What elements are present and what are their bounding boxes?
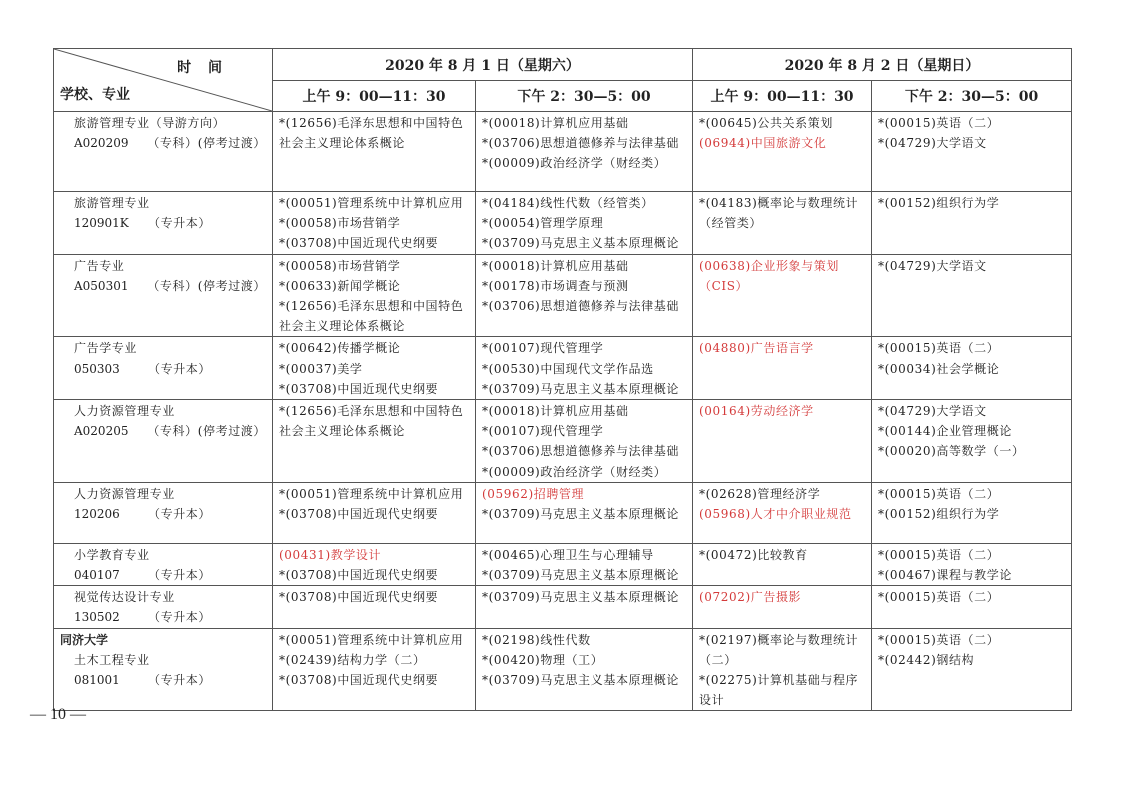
major-code: 050303 xyxy=(74,361,120,376)
course-item: *(03709)马克思主义基本原理概论 xyxy=(482,236,679,251)
course-item-new: (06944)中国旅游文化 xyxy=(699,136,827,151)
course-item: *(12656)毛泽东思想和中国特色社会主义理论体系概论 xyxy=(279,116,464,151)
session-cell xyxy=(273,192,476,255)
session-cell xyxy=(693,400,872,483)
course-item: *(00015)英语（二） xyxy=(878,116,1000,130)
course-item: *(00058)市场营销学 xyxy=(279,216,401,231)
major-name: 小学教育专业 xyxy=(74,547,150,562)
session-cell xyxy=(693,337,872,400)
major-code: 040107 xyxy=(74,568,120,583)
course-item: *(00051)管理系统中计算机应用 xyxy=(279,196,464,210)
course-item: *(04729)大学语文 xyxy=(878,136,987,151)
session-cell xyxy=(476,337,693,400)
course-item: *(00642)传播学概论 xyxy=(279,341,401,356)
course-item: *(03708)中国近现代史纲要 xyxy=(279,590,439,605)
course-item: *(00015)英语（二） xyxy=(878,590,1000,605)
course-item: *(00018)计算机应用基础 xyxy=(482,116,629,130)
course-item-new: (00164)劳动经济学 xyxy=(699,404,814,419)
session-cell xyxy=(476,586,693,628)
course-item: *(03709)马克思主义基本原理概论 xyxy=(482,507,679,522)
course-item: *(02442)钢结构 xyxy=(878,652,975,667)
day-header-aug-2: 2020 年 8 月 2 日（星期日） xyxy=(693,49,1072,81)
major-level: （专升本） xyxy=(148,361,212,376)
table-row xyxy=(54,482,1072,543)
session-header-3: 上午 9：00—11：30 xyxy=(693,81,872,112)
course-item: *(03706)思想道德修养与法律基础 xyxy=(482,299,679,314)
major-name: 土木工程专业 xyxy=(74,652,150,667)
major-name: 人力资源管理专业 xyxy=(74,404,175,419)
course-item: *(12656)毛泽东思想和中国特色社会主义理论体系概论 xyxy=(279,404,464,439)
session-cell xyxy=(273,112,476,192)
course-item-new: (05962)招聘管理 xyxy=(482,486,585,501)
session-header-2: 下午 2：30—5：00 xyxy=(476,81,693,112)
major-code: A050301 xyxy=(74,278,129,293)
course-item-new: (07202)广告摄影 xyxy=(699,590,802,605)
major-cell xyxy=(54,254,273,337)
major-code: 120206 xyxy=(74,507,120,522)
course-item: *(02439)结构力学（二） xyxy=(279,652,426,667)
major-name: 视觉传达设计专业 xyxy=(74,590,175,605)
session-header-1: 上午 9：00—11：30 xyxy=(273,81,476,112)
table-row xyxy=(54,400,1072,483)
course-item: *(02197)概率论与数理统计（二） xyxy=(699,632,859,667)
major-code: 130502 xyxy=(74,610,120,625)
corner-time-label: 时 间 xyxy=(177,60,228,76)
session-cell xyxy=(273,400,476,483)
course-item: *(02628)管理经济学 xyxy=(699,486,821,501)
major-cell xyxy=(54,586,273,628)
major-level: （专升本） xyxy=(148,568,212,583)
table-row xyxy=(54,337,1072,400)
course-item: *(00009)政治经济学（财经类） xyxy=(482,464,667,479)
session-cell xyxy=(476,543,693,585)
session-cell xyxy=(872,543,1072,585)
course-item: *(03708)中国近现代史纲要 xyxy=(279,673,439,688)
session-cell xyxy=(476,400,693,483)
course-item: *(00144)企业管理概论 xyxy=(878,424,1012,439)
course-item: *(00020)高等数学（一） xyxy=(878,444,1025,459)
course-item: *(02198)线性代数 xyxy=(482,632,591,647)
session-cell xyxy=(872,586,1072,628)
course-item: *(12656)毛泽东思想和中国特色社会主义理论体系概论 xyxy=(279,299,464,334)
course-item: *(03709)马克思主义基本原理概论 xyxy=(482,673,679,688)
session-header-4: 下午 2：30—5：00 xyxy=(872,81,1072,112)
course-item: *(00645)公共关系策划 xyxy=(699,116,833,130)
course-item: *(00018)计算机应用基础 xyxy=(482,404,629,419)
session-cell xyxy=(693,586,872,628)
major-code: 081001 xyxy=(74,673,120,688)
major-level: （专科）(停考过渡） xyxy=(147,278,266,293)
major-level: （专升本） xyxy=(148,610,212,625)
session-cell xyxy=(476,482,693,543)
corner-school-label: 学校、专业 xyxy=(60,87,130,103)
page-number: — 10 — xyxy=(30,706,86,723)
session-cell xyxy=(872,482,1072,543)
session-cell xyxy=(476,192,693,255)
course-item: *(00467)课程与教学论 xyxy=(878,568,1012,583)
exam-schedule-table xyxy=(53,48,1072,711)
course-item: *(00015)英语（二） xyxy=(878,547,1000,562)
major-level: （专升本） xyxy=(148,673,212,688)
course-item: *(03706)思想道德修养与法律基础 xyxy=(482,136,679,151)
course-item: *(03708)中国近现代史纲要 xyxy=(279,236,439,251)
session-cell xyxy=(476,628,693,711)
course-item: *(03708)中国近现代史纲要 xyxy=(279,507,439,522)
major-cell xyxy=(54,482,273,543)
course-item: *(03709)马克思主义基本原理概论 xyxy=(482,381,679,396)
course-item: *(03706)思想道德修养与法律基础 xyxy=(482,444,679,459)
course-item: *(00051)管理系统中计算机应用 xyxy=(279,486,464,501)
course-item-new: (04880)广告语言学 xyxy=(699,341,814,356)
session-cell xyxy=(476,254,693,337)
course-item-new: (00638)企业形象与策划（CIS） xyxy=(699,258,839,293)
session-cell xyxy=(872,112,1072,192)
session-cell xyxy=(693,543,872,585)
course-item: *(00015)英语（二） xyxy=(878,632,1000,647)
course-item: *(04729)大学语文 xyxy=(878,258,987,273)
table-row xyxy=(54,586,1072,628)
course-item: *(00465)心理卫生与心理辅导 xyxy=(482,547,654,562)
course-item: *(00420)物理（工） xyxy=(482,652,604,667)
major-code: A020209 xyxy=(74,136,129,151)
table-row xyxy=(54,543,1072,585)
major-cell xyxy=(54,400,273,483)
session-cell xyxy=(693,192,872,255)
table-row xyxy=(54,192,1072,255)
course-item: *(00037)美学 xyxy=(279,361,363,376)
course-item: *(02275)计算机基础与程序设计 xyxy=(699,673,859,708)
course-item: *(03709)马克思主义基本原理概论 xyxy=(482,568,679,583)
major-name: 人力资源管理专业 xyxy=(74,486,175,501)
course-item: *(03709)马克思主义基本原理概论 xyxy=(482,590,679,605)
course-item: *(00633)新闻学概论 xyxy=(279,278,401,293)
course-item: *(00472)比较教育 xyxy=(699,547,808,562)
course-item-new: (00431)教学设计 xyxy=(279,547,382,562)
major-name: 广告学专业 xyxy=(74,341,138,356)
major-code: A020205 xyxy=(74,424,129,439)
session-cell xyxy=(273,586,476,628)
session-cell xyxy=(273,337,476,400)
session-cell xyxy=(872,192,1072,255)
session-cell xyxy=(273,543,476,585)
session-cell xyxy=(273,628,476,711)
session-cell xyxy=(693,482,872,543)
session-cell xyxy=(693,628,872,711)
course-item: *(00152)组织行为学 xyxy=(878,196,1000,210)
major-cell xyxy=(54,192,273,255)
course-item: *(00107)现代管理学 xyxy=(482,424,604,439)
course-item: *(04729)大学语文 xyxy=(878,404,987,419)
course-item: *(00034)社会学概论 xyxy=(878,361,1000,376)
table-row xyxy=(54,628,1072,711)
major-code: 120901K xyxy=(74,216,129,231)
session-cell xyxy=(872,628,1072,711)
major-cell xyxy=(54,628,273,711)
school-name: 同济大学 xyxy=(60,632,109,647)
course-item: *(00178)市场调查与预测 xyxy=(482,278,629,293)
major-cell xyxy=(54,543,273,585)
session-cell xyxy=(872,254,1072,337)
header-corner-cell xyxy=(54,49,273,112)
course-item: *(00054)管理学原理 xyxy=(482,216,604,231)
course-item: *(00107)现代管理学 xyxy=(482,341,604,356)
course-item: *(04183)概率论与数理统计（经管类） xyxy=(699,196,859,231)
course-item: *(03708)中国近现代史纲要 xyxy=(279,381,439,396)
course-item: *(00058)市场营销学 xyxy=(279,258,401,273)
table-row xyxy=(54,254,1072,337)
course-item: *(03708)中国近现代史纲要 xyxy=(279,568,439,583)
course-item: *(00015)英语（二） xyxy=(878,341,1000,356)
table-row xyxy=(54,112,1072,192)
session-cell xyxy=(273,482,476,543)
major-name: 旅游管理专业（导游方向） xyxy=(74,116,226,130)
course-item-new: (05968)人才中介职业规范 xyxy=(699,507,852,522)
course-item: *(00152)组织行为学 xyxy=(878,507,1000,522)
major-name: 旅游管理专业 xyxy=(74,196,150,210)
major-cell xyxy=(54,112,273,192)
major-level: （专科）(停考过渡） xyxy=(147,424,266,439)
session-cell xyxy=(693,254,872,337)
course-item: *(00018)计算机应用基础 xyxy=(482,258,629,273)
session-cell xyxy=(872,400,1072,483)
major-level: （专升本） xyxy=(148,216,212,231)
session-cell xyxy=(872,337,1072,400)
major-level: （专科）(停考过渡） xyxy=(147,136,266,151)
major-cell xyxy=(54,337,273,400)
course-item: *(00051)管理系统中计算机应用 xyxy=(279,632,464,647)
course-item: *(04184)线性代数（经管类） xyxy=(482,196,654,210)
session-cell xyxy=(693,112,872,192)
course-item: *(00530)中国现代文学作品选 xyxy=(482,361,654,376)
course-item: *(00015)英语（二） xyxy=(878,486,1000,501)
session-cell xyxy=(476,112,693,192)
session-cell xyxy=(273,254,476,337)
course-item: *(00009)政治经济学（财经类） xyxy=(482,156,667,171)
major-level: （专升本） xyxy=(148,507,212,522)
major-name: 广告专业 xyxy=(74,258,125,273)
day-header-aug-1: 2020 年 8 月 1 日（星期六） xyxy=(273,49,693,81)
